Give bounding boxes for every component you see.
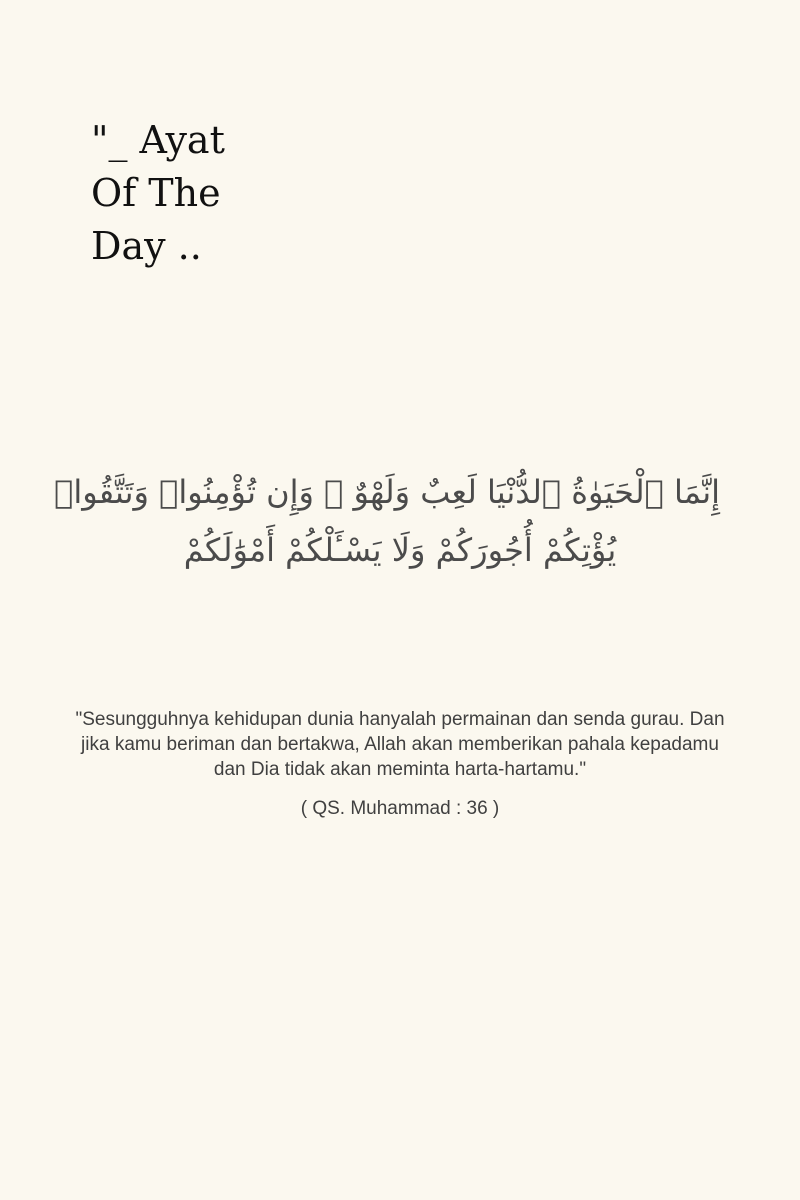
translation-line-1: "Sesungguhnya kehidupan dunia hanyalah permainan dan senda gurau. Dan [75, 709, 725, 730]
verse-translation [70, 707, 730, 782]
title-line-3: Day .. [91, 224, 202, 268]
translation-line-2: jika kamu beriman dan bertakwa, Allah akan memberikan pahala kepadamu [81, 734, 719, 755]
title-line-2: Of The [91, 171, 221, 215]
title-line-1: "_ Ayat [91, 118, 225, 162]
verse-reference: ( QS. Muhammad : 36 ) [300, 798, 500, 819]
arabic-verse-line-2: يُؤْتِكُمْ أُجُورَكُمْ وَلَا يَسْـَٔلْكُمْ أَمْوَٰلَكُمْ [183, 531, 617, 569]
page-title [91, 114, 351, 273]
arabic-verse [54, 463, 720, 579]
translation-line-3: dan Dia tidak akan meminta harta-hartamu." [213, 759, 587, 780]
arabic-verse-line-1: إِنَّمَا ٱلْحَيَوٰةُ ٱلدُّنْيَا لَعِبٌ وَلَهْوٌ ۚ وَإِن تُؤْمِنُوا۟ وَتَتَّقُوا۟ [54, 473, 720, 511]
